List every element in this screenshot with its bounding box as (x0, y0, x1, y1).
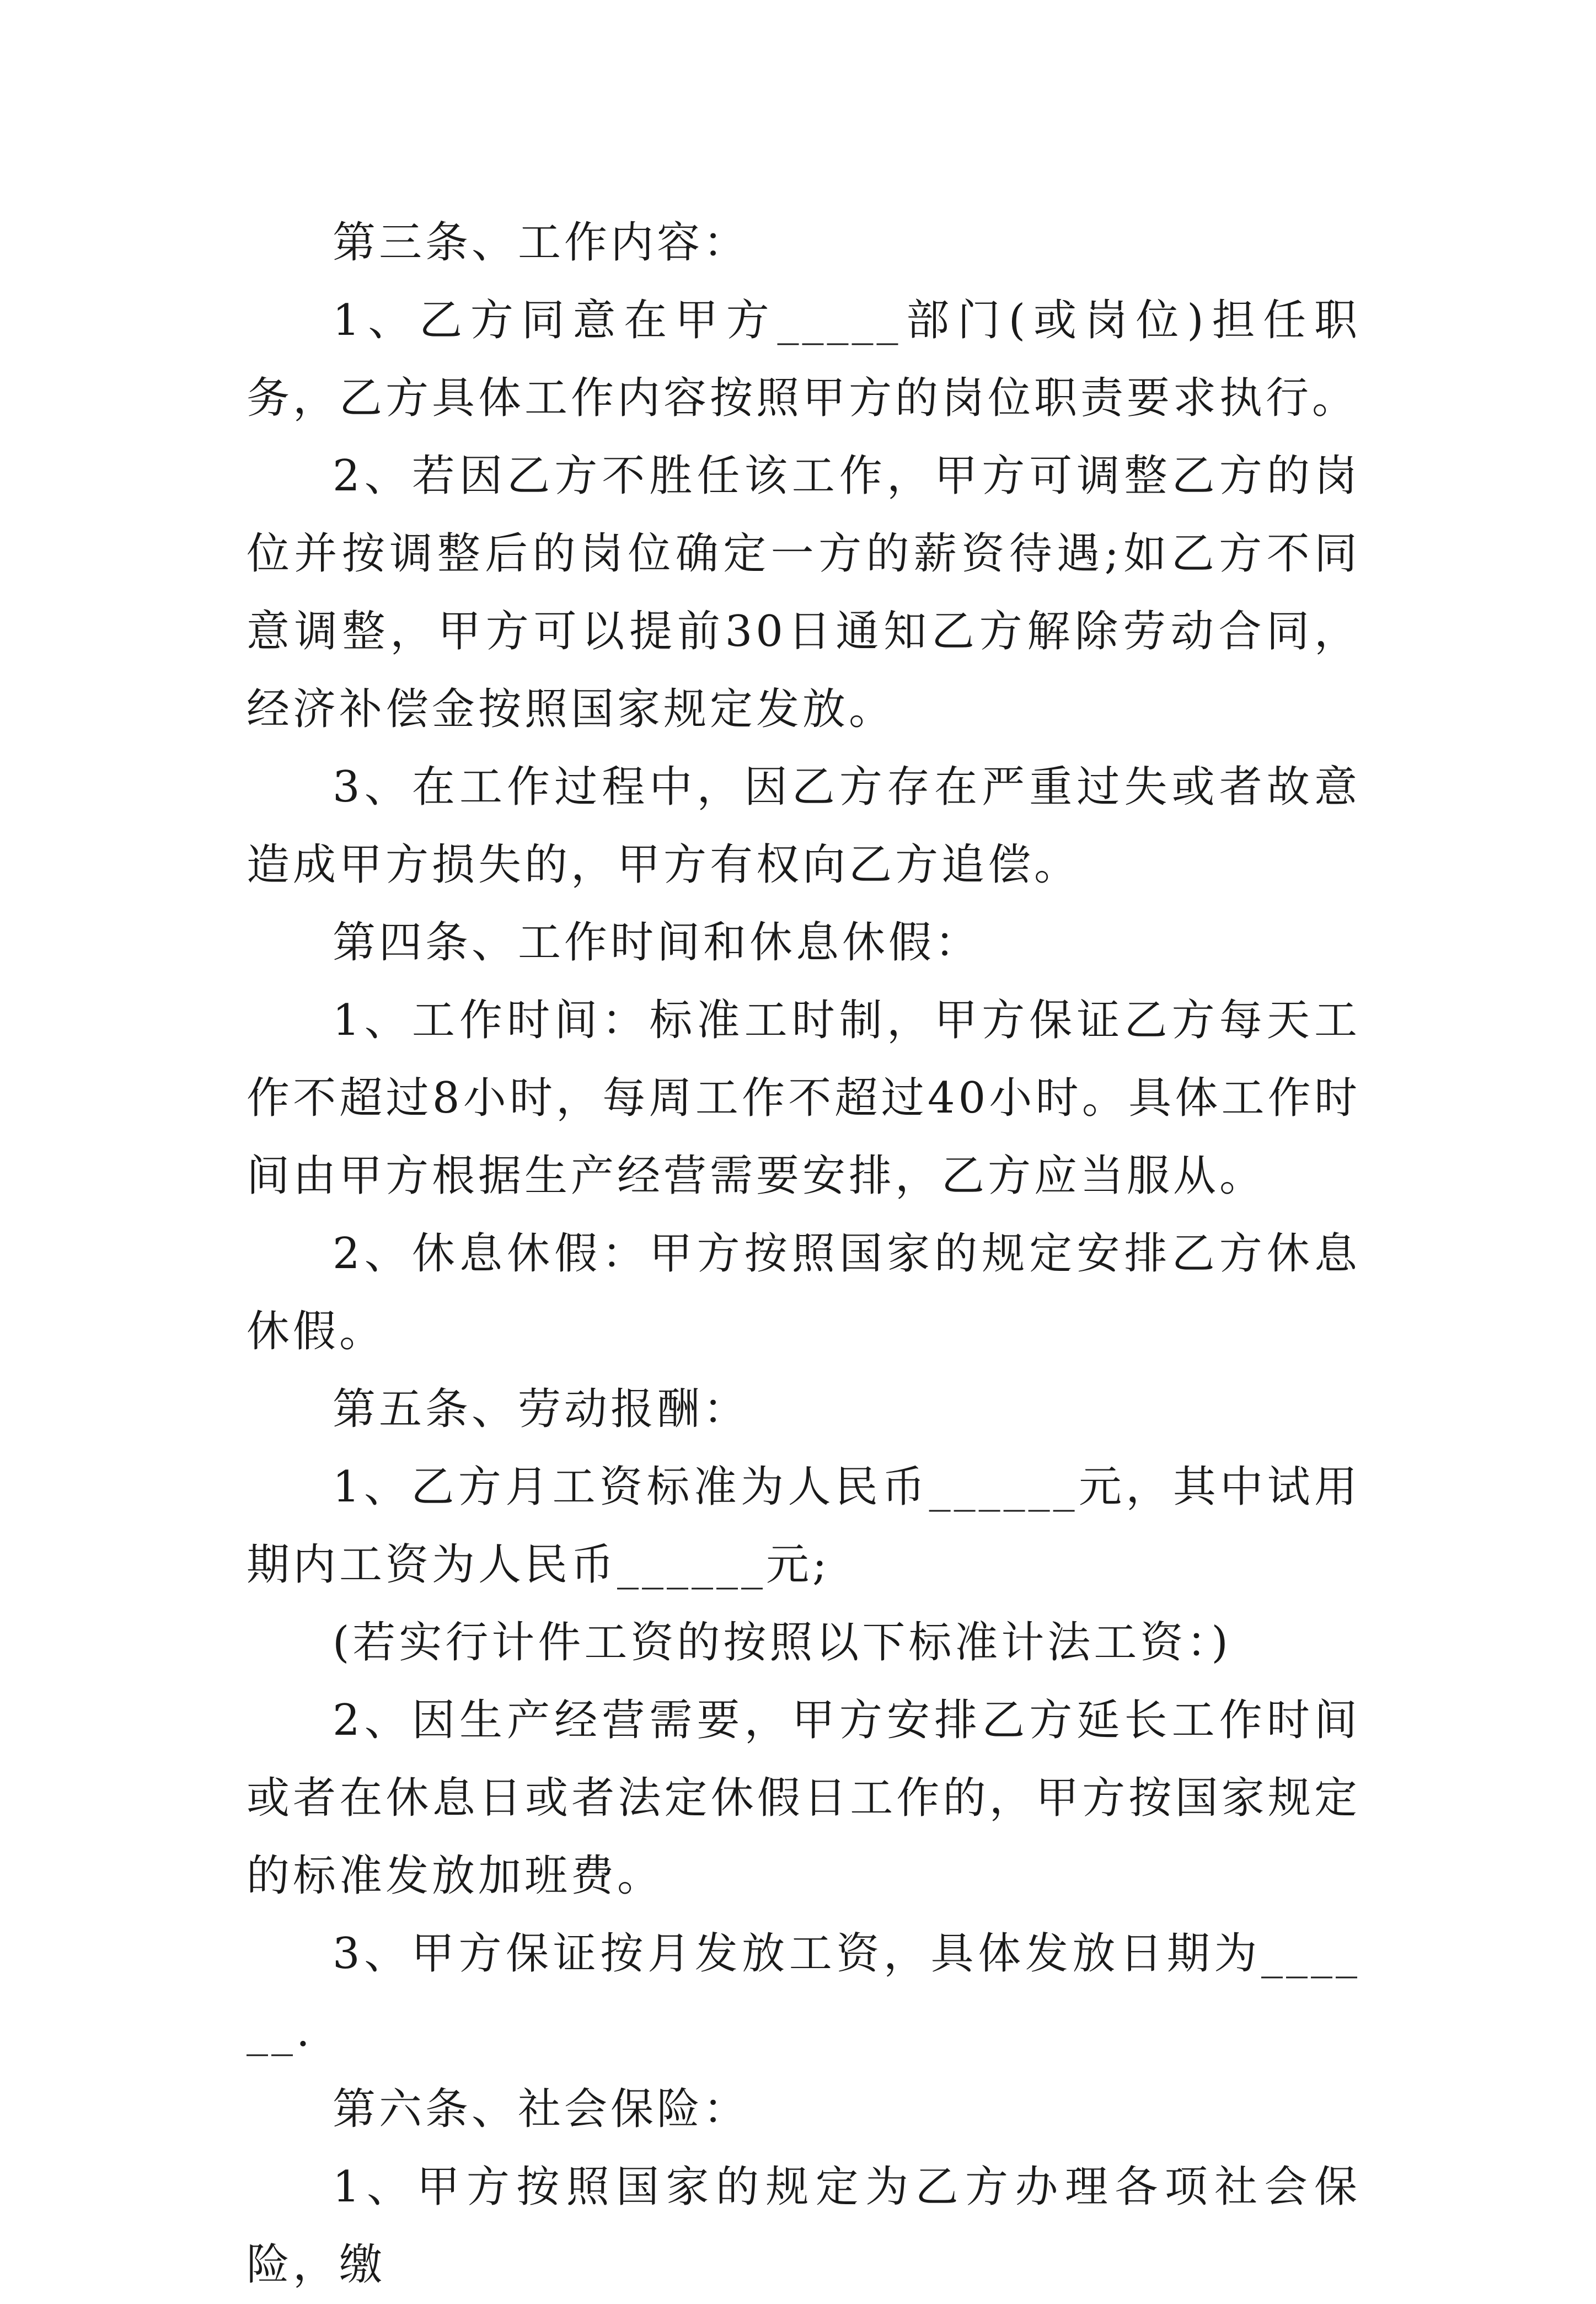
article-4-heading: 第四条、工作时间和休息休假： (333, 918, 982, 967)
article-4-clause-2: 2、休息休假：甲方按照国家的规定安排乙方休息休假。 (247, 1229, 1361, 1356)
article-5-note: (若实行计件工资的按照以下标准计法工资：) (333, 1618, 1231, 1667)
article-3-clause-1: 1、乙方同意在甲方_____部门(或岗位)担任职务，乙方具体工作内容按照甲方的岗位职责要求执行。 (247, 296, 1361, 423)
article-3-clause-3: 3、在工作过程中，因乙方存在严重过失或者故意造成甲方损失的，甲方有权向乙方追偿。 (247, 762, 1361, 890)
article-4-clause-1: 1、工作时间：标准工时制，甲方保证乙方每天工作不超过8小时，每周工作不超过40小时。具体工作时间由甲方根据生产经营需要安排，乙方应当服从。 (247, 996, 1361, 1201)
document-body (247, 204, 1361, 2304)
article-3-clause-2: 2、若因乙方不胜任该工作，甲方可调整乙方的岗位并按调整后的岗位确定一方的薪资待遇;如乙方不同意调整，甲方可以提前30日通知乙方解除劳动合同，经济补偿金按照国家规定发放。 (247, 451, 1361, 734)
article-3-heading: 第三条、工作内容： (333, 218, 750, 268)
article-5-clause-2: 2、因生产经营需要，甲方安排乙方延长工作时间或者在休息日或者法定休假日工作的，甲方按国家规定的标准发放加班费。 (247, 1696, 1361, 1901)
article-5-clause-1: 1、乙方月工资标准为人民币______元，其中试用期内工资为人民币______元; (247, 1462, 1361, 1590)
article-6-clause-1: 1、甲方按照国家的规定为乙方办理各项社会保险，缴 (247, 2162, 1361, 2290)
article-5-heading: 第五条、劳动报酬： (333, 1384, 750, 1434)
article-5-clause-3: 3、甲方保证按月发放工资，具体发放日期为______. (247, 1929, 1361, 2056)
article-6-heading: 第六条、社会保险： (333, 2084, 750, 2134)
